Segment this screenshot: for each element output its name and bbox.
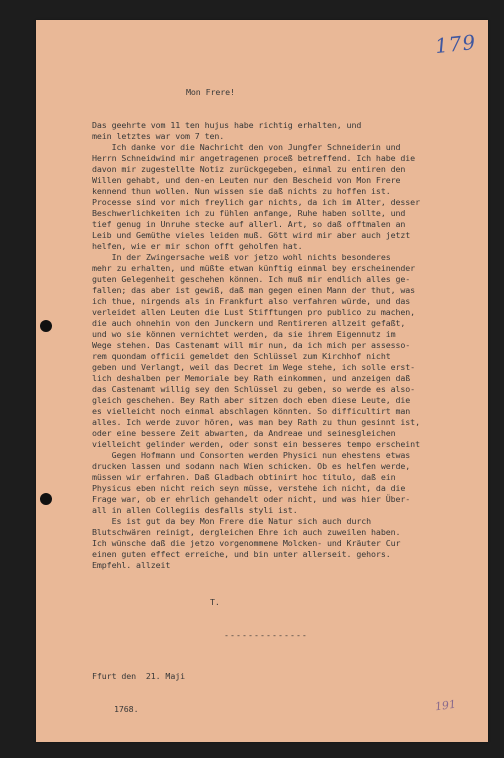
letter-line: lich deshalben per Memoriale bey Rath einkommen, und anzeigen daß [92,373,411,383]
letter-line: Willen gehabt, und den-en Leuten nur den Bescheid von Mon Frere [92,175,401,185]
letter-line: rem quondam officii gemeldet den Schlüssel zum Kirchhof nicht [92,351,391,361]
letter-line: ich thue, nirgends als in Frankfurt also verfahren würde, und das [92,296,411,306]
letter-line: Ich wünsche daß die jetzo vorgenommene Molcken- und Kräuter Cur [92,538,401,548]
letter-line: Ich danke vor die Nachricht den von Jungfer Schneiderin und [92,142,401,152]
punch-hole [40,320,52,332]
salutation: Mon Frere! [186,87,235,97]
letter-line: müssen wir erfahren. Daß Gladbach obtinirt hoc titulo, daß ein [92,472,396,482]
letter-line: oder eine bessere Zeit abwarten, da Andreae und seinesgleichen [92,428,396,438]
letter-line: mehr zu erhalten, und müßte etwan künftig einmal bey erscheinender [92,263,416,273]
punch-hole [40,493,52,505]
letter-line: das Castenamt willig sey den Schlüssel zu geben, so werde es also- [92,384,416,394]
letter-line: helfen, wie er mir schon offt geholfen hat. [92,241,303,251]
place-date: Ffurt den 21. Maji [92,671,186,681]
letter-line: die auch ohnehin von den Junckern und Rentireren allzeit gefaßt, [92,318,406,328]
letter-line: Processe sind vor mich freylich gar nichts, da ich im Alter, desser [92,197,420,207]
letter-line: Frage war, ob er ehrlich gehandelt oder nicht, und was hier Über- [92,494,411,504]
separator-line: -------------- [224,630,308,640]
letter-line: drucken lassen und sodann nach Wien schicken. Ob es helfen werde, [92,461,411,471]
letter-line: Wege stehen. Das Castenamt will mir nun, da ich mich per assesso- [92,340,411,350]
letter-line: vielleicht gelinder werden, oder sonst ein besseres tempo erscheint [92,439,420,449]
letter-line: Blutschwären reinigt, dergleichen Ehre ich auch zuweilen haben. [92,527,401,537]
letter-line: Empfehl. allzeit [92,560,171,570]
letter-line: fallen; das aber ist gewiß, daß man gegen einen Mann der thut, was [92,285,416,295]
letter-line: Herrn Schneidwind mir angetragenen proceß betreffend. Ich habe die [92,153,416,163]
year: 1768. [114,704,139,714]
letter-line: In der Zwingersache weiß vor jetzo wohl nichts besonderes [92,252,391,262]
signature-initial: T. [210,597,220,607]
letter-line: Leib und Gemüthe vieles leiden muß. Gött wird mir aber auch jetzt [92,230,411,240]
letter-line: Es ist gut da bey Mon Frere die Natur sich auch durch [92,516,372,526]
letter-line: kennend thun wollen. Nun wissen sie daß nichts zu hoffen ist. [92,186,391,196]
archive-mark: 191 [434,697,457,714]
letter-line: tief genug in Unruhe stecke auf allerl. Art, so daß offtmalen an [92,219,406,229]
letter-line: Das geehrte vom 11 ten hujus habe richtig erhalten, und [92,120,362,130]
letter-line: all in allen Collegiis desfalls styli ist. [92,505,298,515]
letter-line: gleich geschehen. Bey Rath aber sitzen doch eben diese Leute, die [92,395,411,405]
letter-body [92,65,462,737]
document-page [36,20,488,742]
letter-line: mein letztes war vom 7 ten. [92,131,225,141]
letter-line: davon mir zugestellte Notiz zurückgegeben, einmal zu entiren den [92,164,406,174]
letter-line: Physicus eben nicht reich seyn müsse, verstehe ich nicht, da die [92,483,406,493]
letter-line: guten Gelegenheit geschehen können. Ich muß mir endlich alles ge- [92,274,411,284]
letter-line: und wo sie können vernichtet werden, da sie ihrem Eigennutz im [92,329,396,339]
letter-line: alles. Ich werde zuvor hören, was man bey Rath zu thun gesinnt ist, [92,417,420,427]
letter-line: geben und Verlangt, weil das Decret im Wege stehe, ich solle erst- [92,362,416,372]
letter-line: es vielleicht noch einmal abschlagen könnten. So difficultirt man [92,406,411,416]
folio-number: 179 [433,29,478,59]
letter-line: Beschwerlichkeiten ich zu fühlen anfange, Ruhe haben sollte, und [92,208,406,218]
letter-line: verleidet allen Leuten die Lust Stifftungen pro publico zu machen, [92,307,416,317]
letter-lines [92,120,462,571]
letter-line: einen guten effect erreiche, und bin unter allerseit. gehors. [92,549,391,559]
letter-line: Gegen Hofmann und Consorten werden Physici nun ehestens etwas [92,450,411,460]
